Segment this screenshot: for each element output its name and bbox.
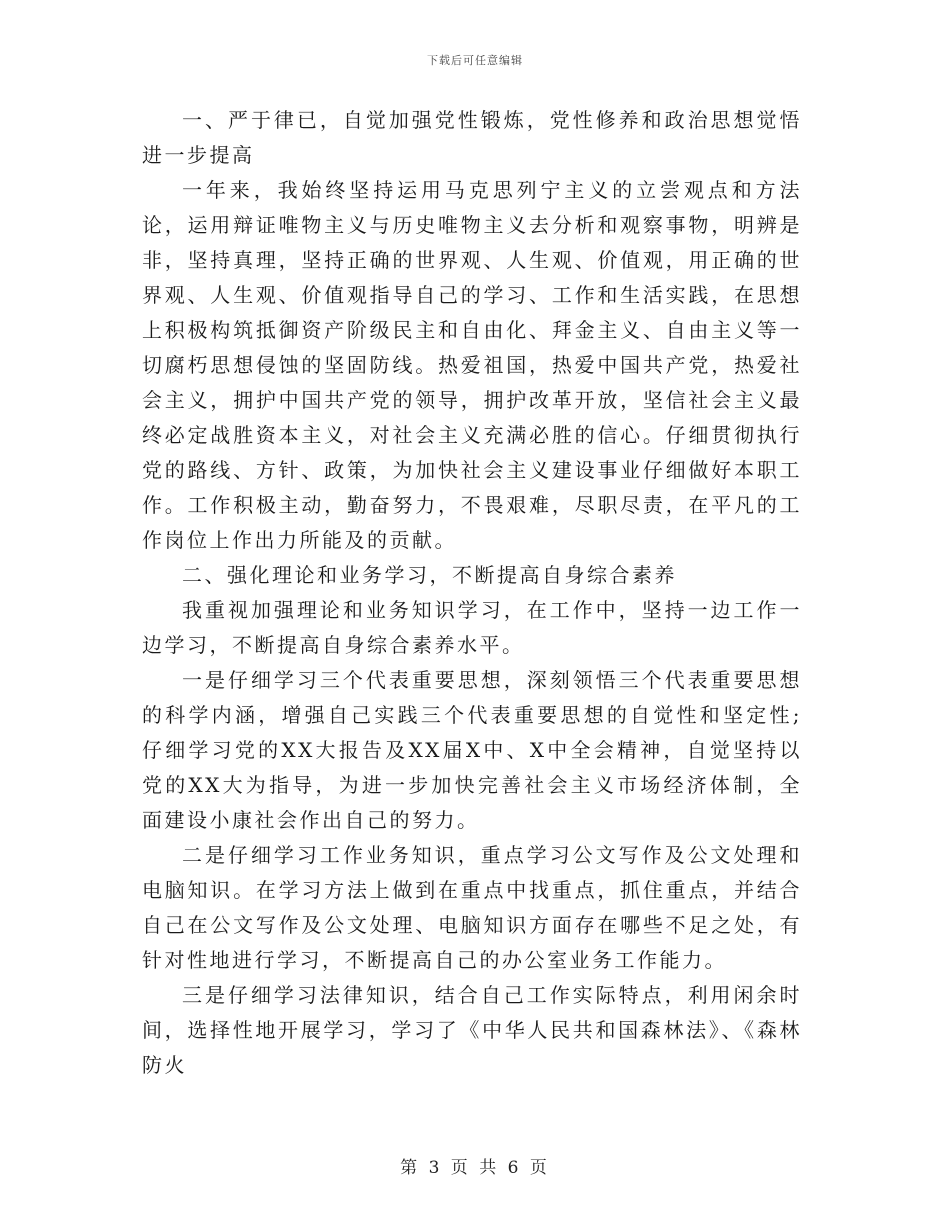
page-number-footer: 第 3 页 共 6 页 bbox=[400, 1158, 550, 1178]
body-paragraph: 我重视加强理论和业务知识学习，在工作中，坚持一边工作一边学习，不断提高自身综合素养水平。 bbox=[142, 598, 802, 657]
body-paragraph: 二是仔细学习工作业务知识，重点学习公文写作及公文处理和电脑知识。在学习方法上做到在重点中找重点，抓住重点，并结合自己在公文写作及公文处理、电脑知识方面存在哪些不足之处，有针对性地进行学习，不断提高自己的办公室业务工作能力。 bbox=[142, 843, 802, 972]
body-paragraph: 三是仔细学习法律知识，结合自己工作实际特点，利用闲余时间，选择性地开展学习，学习了《中华人民共和国森林法》、《森林防火 bbox=[142, 983, 802, 1077]
body-paragraph: 一是仔细学习三个代表重要思想，深刻领悟三个代表重要思想的科学内涵，增强自己实践三个代表重要思想的自觉性和坚定性;仔细学习党的XX大报告及XX届X中、X中全会精神，自觉坚持以党的XX大为指导，为进一步加快完善社会主义市场经济体制，全面建设小康社会作出自己的努力。 bbox=[142, 668, 802, 832]
page-header-note: 下载后可任意编辑 bbox=[427, 54, 523, 67]
document-body bbox=[142, 103, 802, 1083]
section-heading-2: 二、强化理论和业务学习，不断提高自身综合素养 bbox=[182, 563, 677, 587]
body-paragraph: 一年来，我始终坚持运用马克思列宁主义的立尝观点和方法论，运用辩证唯物主义与历史唯物主义去分析和观察事物，明辨是非，坚持真理，坚持正确的世界观、人生观、价值观，用正确的世界观、人生观、价值观指导自己的学习、工作和生活实践，在思想上积极构筑抵御资产阶级民主和自由化、拜金主义、自由主义等一切腐朽思想侵蚀的坚固防线。热爱祖国，热爱中国共产党，热爱社会主义，拥护中国共产党的领导，拥护改革开放，坚信社会主义最终必定战胜资本主义，对社会主义充满必胜的信心。仔细贯彻执行党的路线、方针、政策，为加快社会主义建设事业仔细做好本职工作。工作积极主动，勤奋努力，不畏艰难，尽职尽责，在平凡的工作岗位上作出力所能及的贡献。 bbox=[142, 178, 802, 552]
section-heading-1: 一、严于律已，自觉加强党性锻炼，党性修养和政治思想觉悟进一步提高 bbox=[142, 108, 802, 167]
